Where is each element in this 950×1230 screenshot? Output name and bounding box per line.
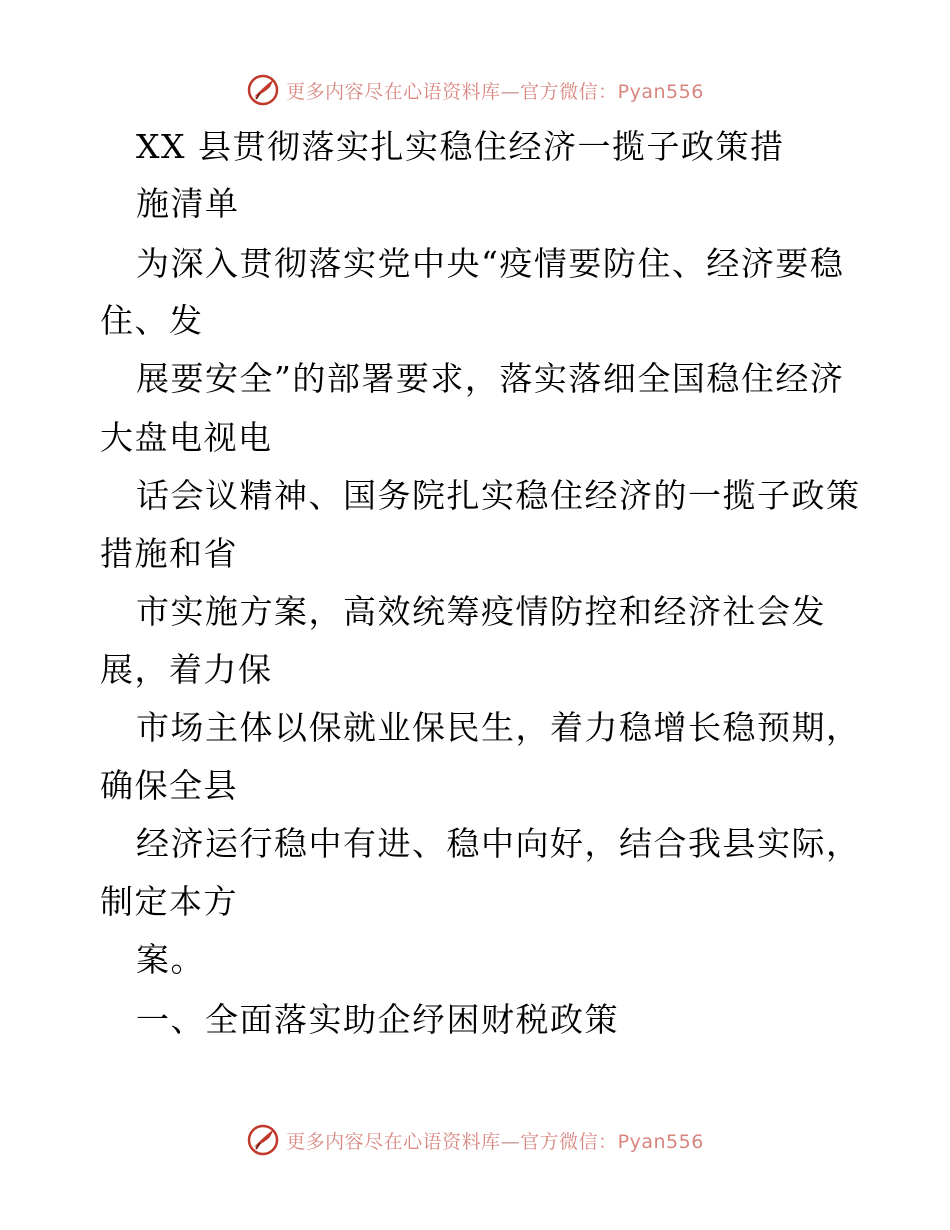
paragraph-line: 展要安全”的部署要求，落实落细全国稳住经济 xyxy=(136,359,845,398)
paragraph-line: 制定本方 xyxy=(100,882,238,921)
footer-watermark xyxy=(0,1120,950,1160)
paragraph-line: 措施和省 xyxy=(100,534,238,573)
paragraph-line: 住、发 xyxy=(100,301,204,340)
paragraph-line: 为深入贯彻落实党中央“疫情要防住、经济要稳 xyxy=(136,244,845,283)
watermark-text: 更多内容尽在心语资料库—官方微信：Pyan556 xyxy=(286,1130,704,1153)
header-watermark xyxy=(0,70,950,110)
paragraph-line: 大盘电视电 xyxy=(100,418,273,457)
paragraph-line: 话会议精神、国务院扎实稳住经济的一揽子政策 xyxy=(136,476,861,515)
paragraph-line: 经济运行稳中有进、稳中向好，结合我县实际， xyxy=(136,824,861,863)
watermark-text: 更多内容尽在心语资料库—官方微信：Pyan556 xyxy=(286,80,704,103)
paragraph-line: 确保全县 xyxy=(100,766,238,805)
paragraph-line: 市实施方案，高效统筹疫情防控和经济社会发 xyxy=(136,592,826,631)
document-title-line-2: 施清单 xyxy=(136,184,240,223)
paragraph-line: 案。 xyxy=(136,940,205,979)
paragraph-line: 展，着力保 xyxy=(100,650,273,689)
section-heading: 一、全面落实助企纾困财税政策 xyxy=(136,1000,619,1039)
paragraph-line: 市场主体以保就业保民生，着力稳增长稳预期， xyxy=(136,708,861,747)
quill-logo-icon xyxy=(246,73,280,107)
quill-logo-icon xyxy=(246,1123,280,1157)
document-title-line-1: XX 县贯彻落实扎实稳住经济一揽子政策措 xyxy=(136,127,785,166)
